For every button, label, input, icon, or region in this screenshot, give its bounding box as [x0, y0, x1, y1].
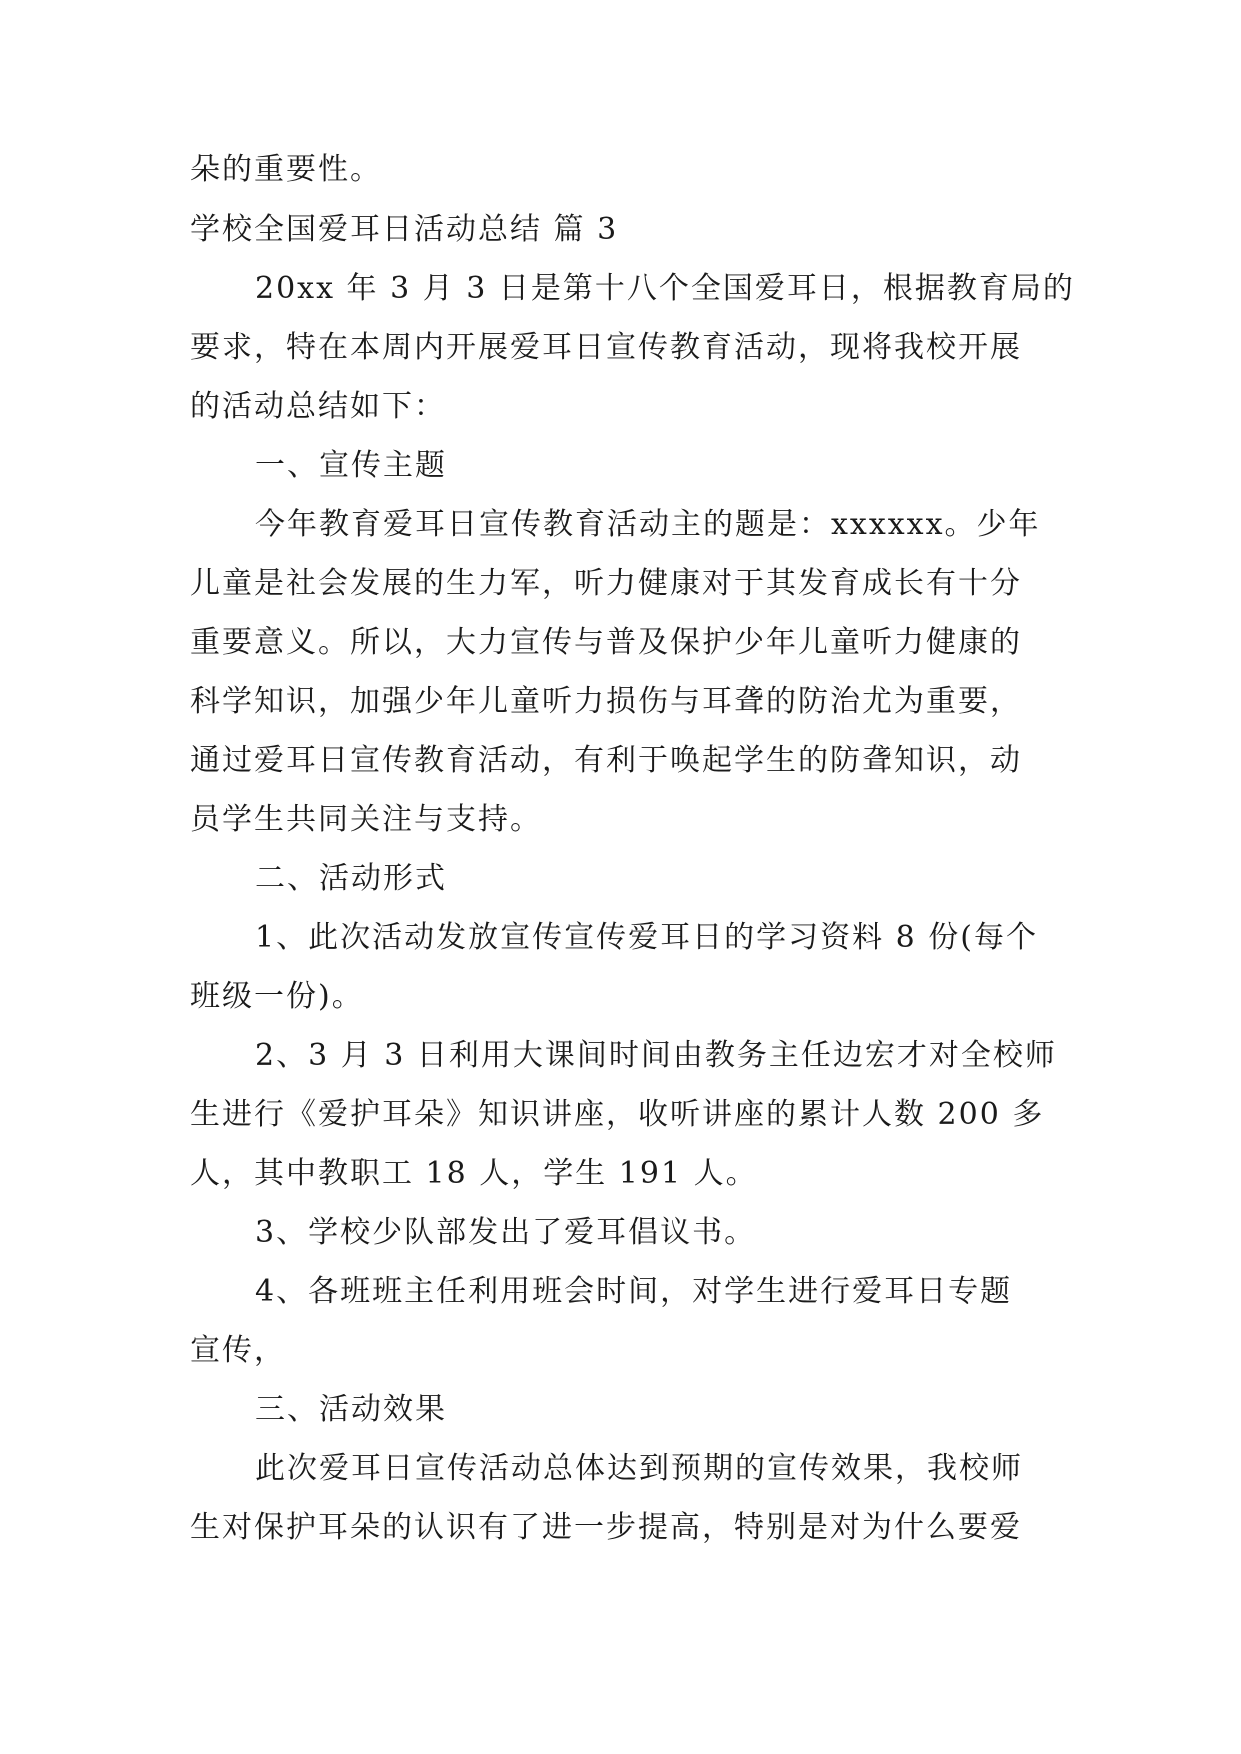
paragraph-line: 班级一份)。 [190, 979, 364, 1014]
section-title: 学校全国爱耳日活动总结 篇 3 [190, 212, 619, 247]
paragraph-line: 生进行《爱护耳朵》知识讲座，收听讲座的累计人数 200 多 [190, 1097, 1045, 1132]
paragraph-line: 重要意义。所以，大力宣传与普及保护少年儿童听力健康的 [190, 625, 1022, 660]
paragraph-line: 要求，特在本周内开展爱耳日宣传教育活动，现将我校开展 [190, 330, 1022, 365]
paragraph-line: 生对保护耳朵的认识有了进一步提高，特别是对为什么要爱 [190, 1510, 1022, 1545]
paragraph-line: 宣传， [190, 1333, 286, 1368]
paragraph-line: 2、3 月 3 日利用大课间时间由教务主任边宏才对全校师 [255, 1038, 1057, 1073]
paragraph-line: 此次爱耳日宣传活动总体达到预期的宣传效果，我校师 [255, 1451, 1023, 1486]
paragraph-line: 员学生共同关注与支持。 [190, 802, 542, 837]
paragraph-line: 3、学校少队部发出了爱耳倡议书。 [255, 1215, 757, 1250]
paragraph-line: 20xx 年 3 月 3 日是第十八个全国爱耳日，根据教育局的 [255, 271, 1075, 306]
paragraph-line: 科学知识，加强少年儿童听力损伤与耳聋的防治尤为重要， [190, 684, 1022, 719]
subheading: 三、活动效果 [255, 1392, 447, 1427]
subheading: 二、活动形式 [255, 861, 447, 896]
paragraph-line: 通过爱耳日宣传教育活动，有利于唤起学生的防聋知识，动 [190, 743, 1022, 778]
text-line: 朵的重要性。 [190, 152, 382, 187]
paragraph-line: 今年教育爱耳日宣传教育活动主的题是：xxxxxx。少年 [255, 507, 1041, 542]
paragraph-line: 儿童是社会发展的生力军，听力健康对于其发育成长有十分 [190, 566, 1022, 601]
paragraph-line: 4、各班班主任利用班会时间，对学生进行爱耳日专题 [255, 1274, 1013, 1309]
paragraph-line: 的活动总结如下： [190, 389, 446, 424]
paragraph-line: 1、此次活动发放宣传宣传爱耳日的学习资料 8 份(每个 [255, 920, 1038, 955]
paragraph-line: 人，其中教职工 18 人，学生 191 人。 [190, 1156, 758, 1191]
subheading: 一、宣传主题 [255, 448, 447, 483]
